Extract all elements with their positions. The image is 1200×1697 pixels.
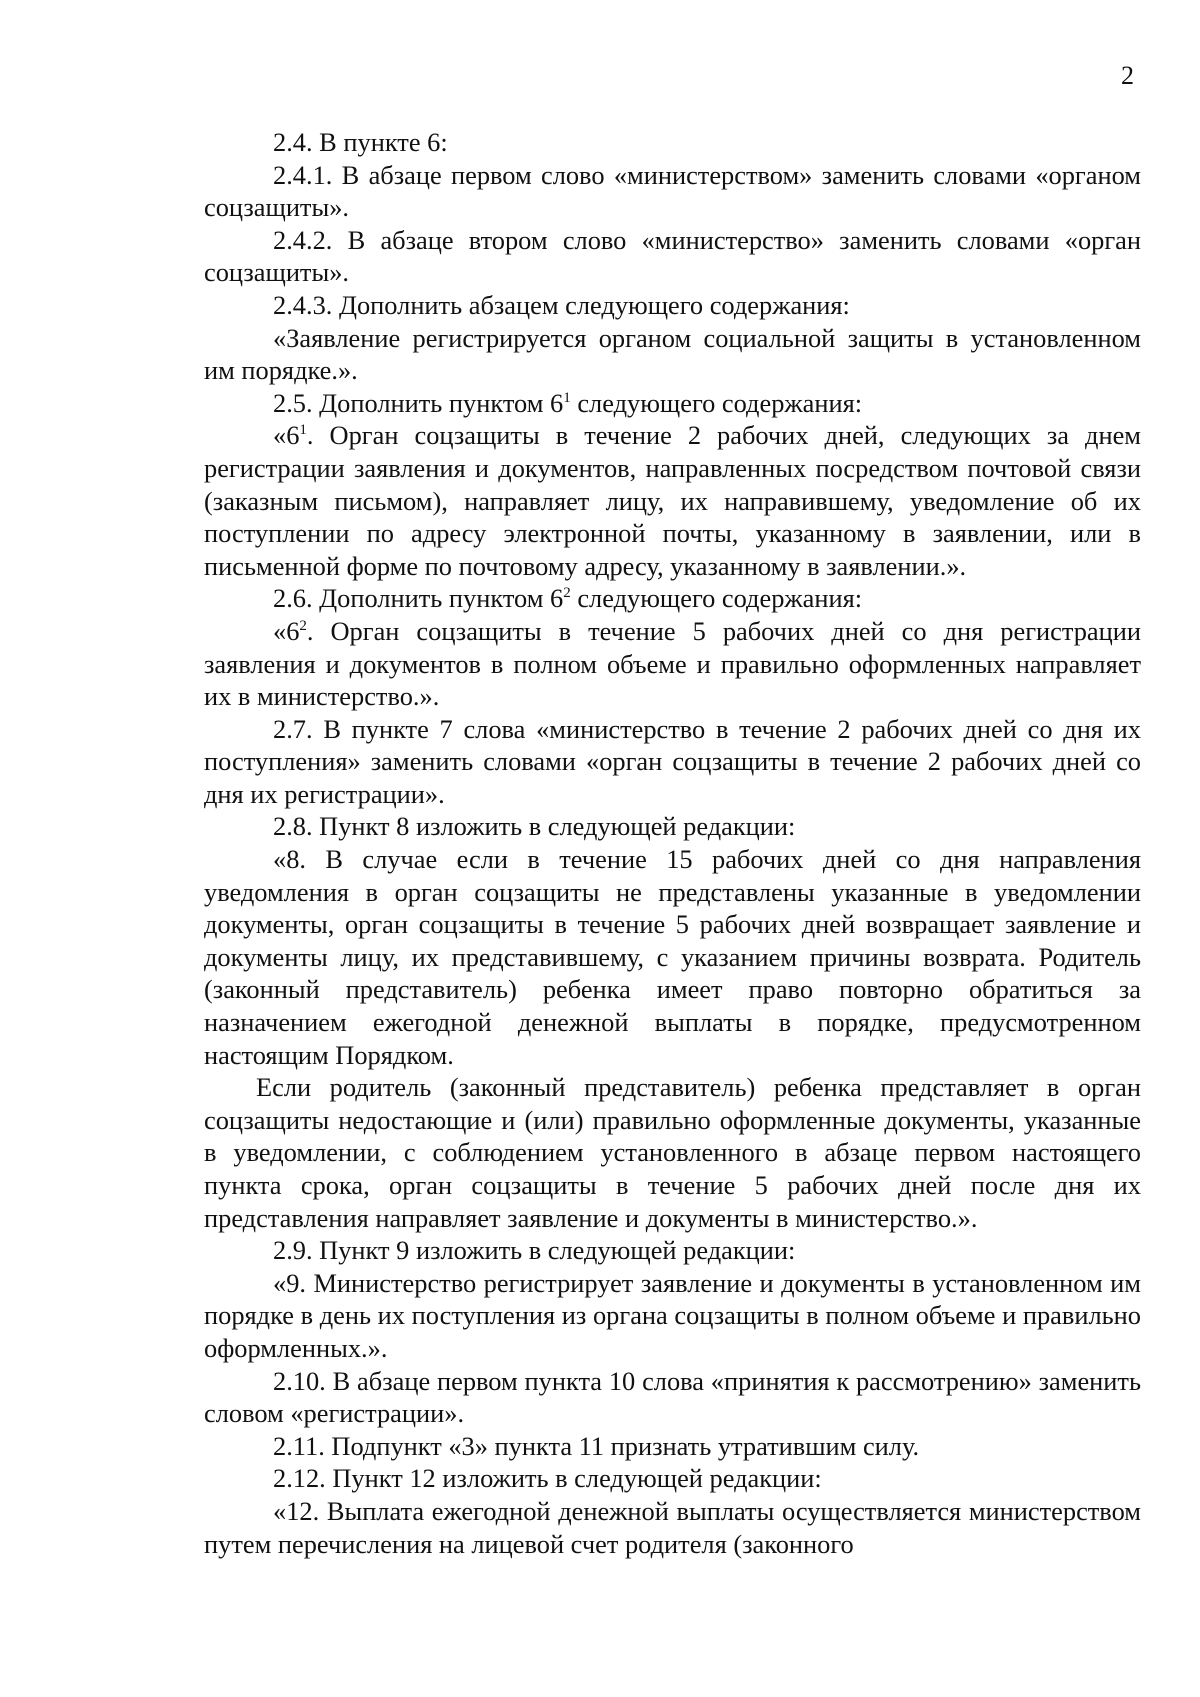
page-number: 2 (1121, 61, 1134, 90)
superscript: 1 (563, 389, 571, 406)
superscript: 2 (299, 618, 307, 635)
text-run: . Орган соцзащиты в течение 2 рабочих дней, следующих за днем регистрации заявления и документов, направленных посредством почтовой связи (заказным письмом), направляет лицу, их направившему, уведомление об их поступлении по адресу электронной почты, указанному в заявлении, или в письменной форме по почтовому адресу, указанному в заявлении.». (204, 420, 1141, 581)
paragraph-quote-6-2 (204, 615, 1141, 713)
paragraph-2-6 (204, 582, 1141, 615)
text-run: 2.5. Дополнить пунктом 6 (273, 387, 564, 418)
paragraph-2-4-1: 2.4.1. В абзаце первом слово «министерством» заменить словами «органом соцзащиты». (204, 159, 1141, 223)
paragraph-2-4-2: 2.4.2. В абзаце втором слово «министерство» заменить словами «орган соцзащиты». (204, 224, 1141, 288)
paragraph-quote-8: «8. В случае если в течение 15 рабочих дней со дня направления уведомления в орган соцзащиты не представлены указанные в уведомлении документы, орган соцзащиты в течение 5 рабочих дней возвращает заявление и документы лицу, их представившему, с указанием причины возврата. Родитель (законный представитель) ребенка имеет право повторно обратиться за назначением ежегодной денежной выплаты в порядке, предусмотренном настоящим Порядком. (204, 844, 1141, 1070)
paragraph-quote-12: «12. Выплата ежегодной денежной выплаты осуществляется министерством путем перечисления на лицевой счет родителя (законного (204, 1495, 1141, 1559)
paragraph-quote-zayavlenie: «Заявление регистрируется органом социальной защиты в установленном им порядке.». (204, 322, 1141, 386)
paragraph-2-4-3: 2.4.3. Дополнить абзацем следующего содержания: (273, 289, 850, 320)
paragraph-2-5 (204, 387, 1141, 420)
paragraph-quote-6-1 (204, 419, 1141, 582)
paragraph-quote-9: «9. Министерство регистрирует заявление и документы в установленном им порядке в день их поступления из органа соцзащиты в полном объеме и правильно оформленных.». (204, 1267, 1141, 1363)
text-run: «6 (273, 420, 300, 451)
text-run: следующего содержания: (570, 583, 863, 614)
paragraph-2-11: 2.11. Подпункт «3» пункта 11 признать утратившим силу. (273, 1430, 920, 1461)
paragraph-2-12: 2.12. Пункт 12 изложить в следующей редакции: (273, 1463, 822, 1494)
text-run: 2.6. Дополнить пунктом 6 (273, 583, 564, 614)
paragraph-quote-8-second: Если родитель (законный представитель) ребенка представляет в орган соцзащиты недостающие и (или) правильно оформленные документы, указанные в уведомлении, с соблюдением установленного в абзаце первом настоящего пункта срока, орган соцзащиты в течение 5 рабочих дней после дня их представления направляет заявление и документы в министерство.». (204, 1072, 1141, 1233)
text-run: «6 (273, 615, 300, 646)
superscript: 1 (299, 422, 307, 439)
paragraph-2-7: 2.7. В пункте 7 слова «министерство в течение 2 рабочих дней со дня их поступления» заменить словами «орган соцзащиты в течение 2 рабочих дней со дня их регистрации». (204, 713, 1141, 809)
paragraph-2-8: 2.8. Пункт 8 изложить в следующей редакции: (273, 811, 796, 842)
superscript: 2 (563, 585, 571, 602)
text-run: следующего содержания: (570, 387, 863, 418)
paragraph-2-9: 2.9. Пункт 9 изложить в следующей редакции: (273, 1235, 796, 1266)
paragraph-2-4: 2.4. В пункте 6: (273, 127, 448, 157)
text-run: . Орган соцзащиты в течение 5 рабочих дней со дня регистрации заявления и документов в полном объеме и правильно оформленных направляет их в министерство.». (204, 615, 1141, 712)
document-body (204, 126, 1141, 1560)
paragraph-2-10: 2.10. В абзаце первом пункта 10 слова «принятия к рассмотрению» заменить словом «регистрации». (204, 1365, 1141, 1429)
